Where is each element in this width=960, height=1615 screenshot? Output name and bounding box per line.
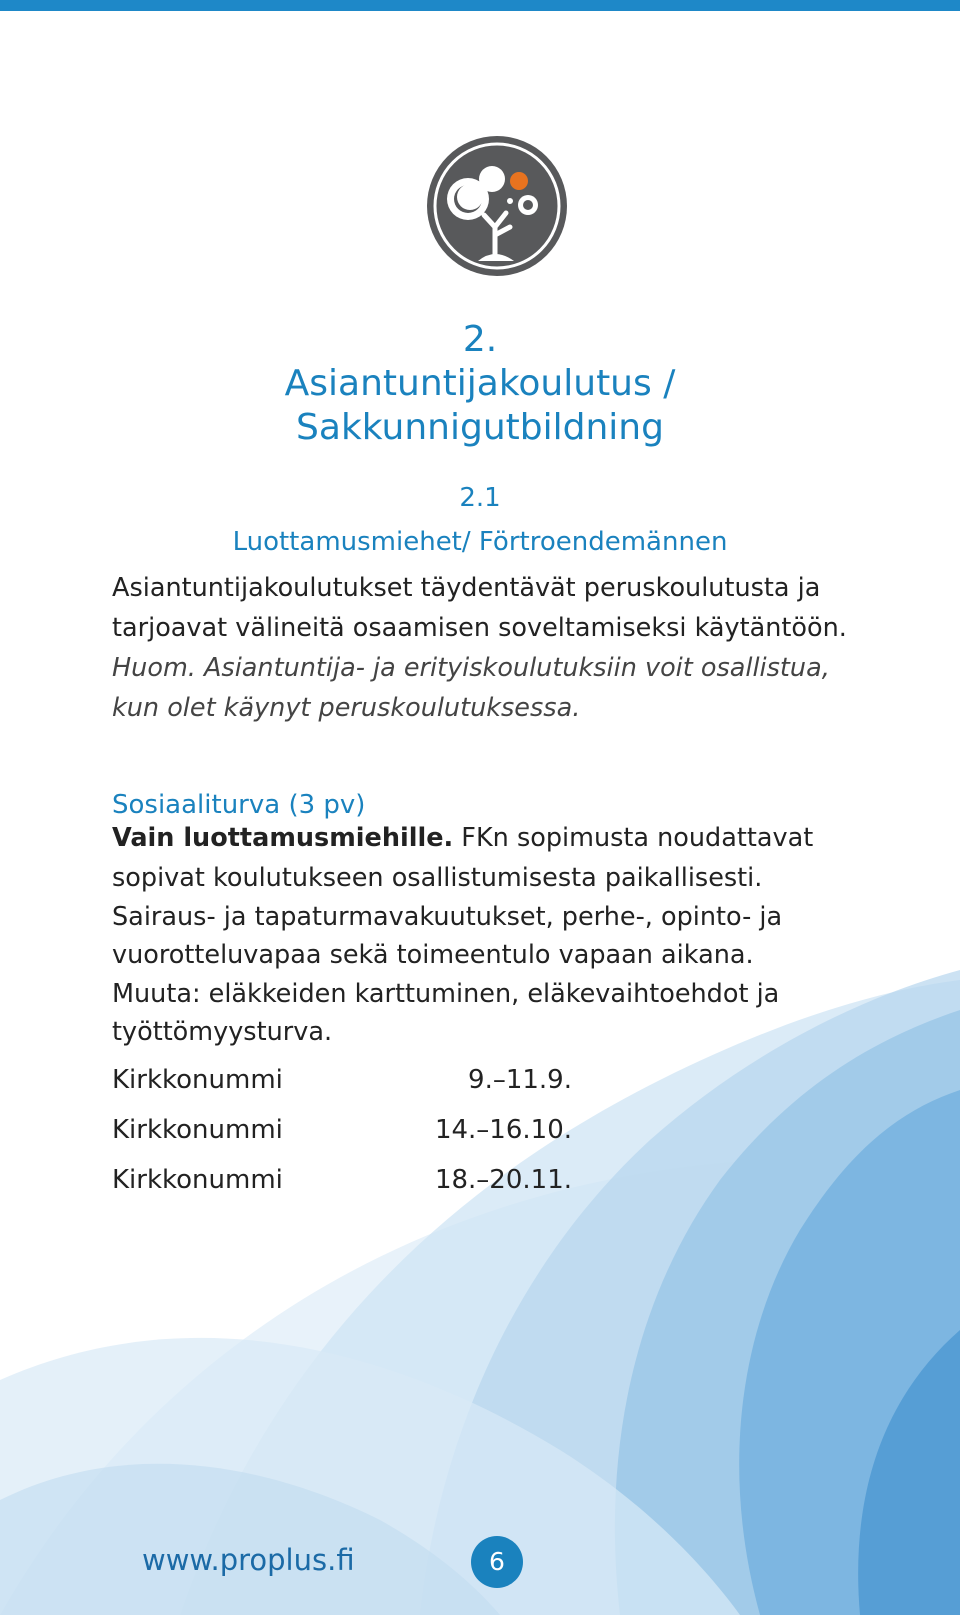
schedule-row xyxy=(112,1060,572,1100)
schedule-row xyxy=(112,1110,572,1150)
intro-line: Asiantuntijakoulutukset täydentävät peruskoulutusta ja xyxy=(112,573,821,603)
course-title: Sosiaaliturva (3 pv) xyxy=(112,790,366,820)
intro-note-line: kun olet käynyt peruskoulutuksessa. xyxy=(112,693,581,723)
chapter-title-line2: Sakkunnigutbildning xyxy=(296,407,664,448)
schedule-dates: 14.–16.10. xyxy=(434,1115,572,1145)
subchapter-number: 2.1 xyxy=(459,483,501,513)
course-description-line: Sairaus- ja tapaturmavakuutukset, perhe-, opinto- ja xyxy=(112,902,783,932)
schedule-place: Kirkkonummi xyxy=(112,1065,283,1095)
tree-circles-logo-icon xyxy=(426,135,568,277)
course-lead-bold: Vain luottamusmiehille. xyxy=(112,823,454,853)
page-number-badge: 6 xyxy=(471,1536,523,1588)
intro-note-line: Huom. Asiantuntija- ja erityiskoulutuksiin voit osallistua, xyxy=(112,653,830,683)
schedule-place: Kirkkonummi xyxy=(112,1115,283,1145)
intro-line: tarjoavat välineitä osaamisen soveltamiseksi käytäntöön. xyxy=(112,613,847,643)
schedule-dates: 18.–20.11. xyxy=(434,1165,572,1195)
course-description-line: työttömyysturva. xyxy=(112,1017,333,1047)
subchapter-title: Luottamusmiehet/ Förtroendemännen xyxy=(232,527,728,557)
schedule-dates: 9.–11.9. xyxy=(468,1065,572,1095)
schedule-place: Kirkkonummi xyxy=(112,1165,283,1195)
schedule-row xyxy=(112,1160,572,1200)
course-description-line xyxy=(112,818,813,858)
course-description-line: Muuta: eläkkeiden karttuminen, eläkevaihtoehdot ja xyxy=(112,979,780,1009)
course-line1-rest: FKn sopimusta noudattavat xyxy=(453,823,814,853)
footer-url-link[interactable]: www.proplus.fi xyxy=(142,1543,355,1577)
chapter-title-line1: Asiantuntijakoulutus / xyxy=(284,363,676,404)
course-description-line: vuorotteluvapaa sekä toimeentulo vapaan aikana. xyxy=(112,940,754,970)
course-description-line: sopivat koulutukseen osallistumisesta paikallisesti. xyxy=(112,863,763,893)
chapter-number: 2. xyxy=(462,319,498,360)
